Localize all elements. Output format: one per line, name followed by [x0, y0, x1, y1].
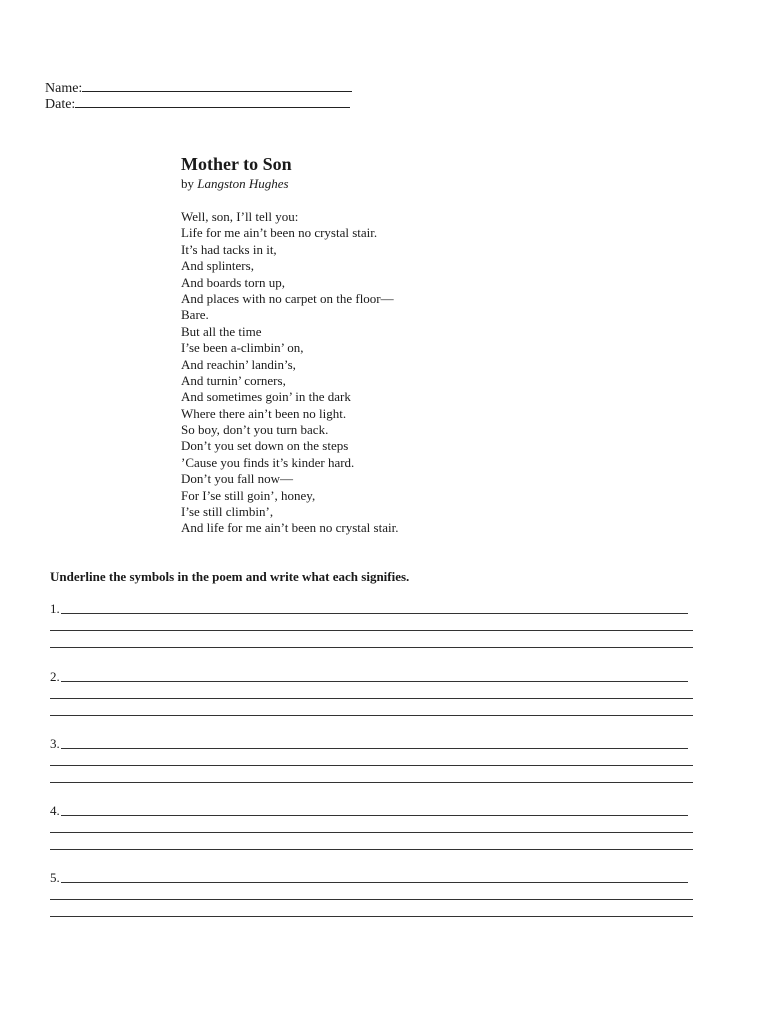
instructions: Underline the symbols in the poem and write what each signifies. [50, 569, 410, 584]
byline-prefix: by [181, 176, 198, 191]
poem-line: And places with no carpet on the floor— [181, 290, 394, 306]
answer-line[interactable] [61, 613, 688, 614]
date-field[interactable] [45, 96, 350, 112]
poem-byline [181, 176, 289, 192]
name-label: Name: [45, 81, 83, 96]
answer-number: 5. [50, 870, 60, 885]
poem-line: It’s had tacks in it, [181, 241, 277, 257]
answer-line[interactable] [50, 630, 693, 631]
poem-line: And splinters, [181, 258, 254, 274]
date-blank-line[interactable] [75, 96, 350, 108]
answer-line[interactable] [50, 715, 693, 716]
answer-line[interactable] [50, 765, 693, 766]
answer-line[interactable] [50, 899, 693, 900]
answer-number: 1. [50, 601, 60, 616]
poem-line: So boy, don’t you turn back. [181, 422, 329, 438]
poem-line: I’se still climbin’, [181, 504, 274, 520]
poem-line: And life for me ain’t been no crystal stair. [181, 520, 399, 536]
answer-line[interactable] [61, 815, 688, 816]
name-blank-line[interactable] [82, 80, 352, 92]
answer-line[interactable] [50, 916, 693, 917]
answer-number: 2. [50, 669, 60, 684]
poem-author: Langston Hughes [197, 176, 289, 191]
poem-line: Life for me ain’t been no crystal stair. [181, 225, 378, 241]
answer-line[interactable] [61, 882, 688, 883]
poem-title: Mother to Son [181, 154, 292, 174]
answer-line[interactable] [50, 647, 693, 648]
date-label: Date: [45, 97, 76, 112]
poem-line: And boards torn up, [181, 274, 285, 290]
answer-line[interactable] [50, 832, 693, 833]
poem-line: And reachin’ landin’s, [181, 356, 296, 372]
answer-line[interactable] [61, 748, 688, 749]
poem-line: ’Cause you finds it’s kinder hard. [181, 454, 355, 470]
answer-number: 4. [50, 803, 60, 818]
poem-body [181, 209, 398, 537]
poem-line: I’se been a-climbin’ on, [181, 340, 304, 356]
answer-line[interactable] [50, 782, 693, 783]
poem-line: But all the time [181, 323, 262, 339]
poem-line: Where there ain’t been no light. [181, 405, 347, 421]
answer-line[interactable] [50, 849, 693, 850]
poem-line: Well, son, I’ll tell you: [181, 209, 299, 224]
answer-line[interactable] [61, 681, 688, 682]
poem-line: Don’t you set down on the steps [181, 438, 349, 454]
name-field[interactable] [45, 80, 352, 96]
poem-line: For I’se still goin’, honey, [181, 487, 316, 503]
answer-number: 3. [50, 736, 60, 751]
answer-line[interactable] [50, 698, 693, 699]
poem-line: Bare. [181, 307, 209, 323]
poem-line: And sometimes goin’ in the dark [181, 389, 351, 405]
poem-line: Don’t you fall now— [181, 471, 294, 487]
poem-line: And turnin’ corners, [181, 372, 286, 388]
